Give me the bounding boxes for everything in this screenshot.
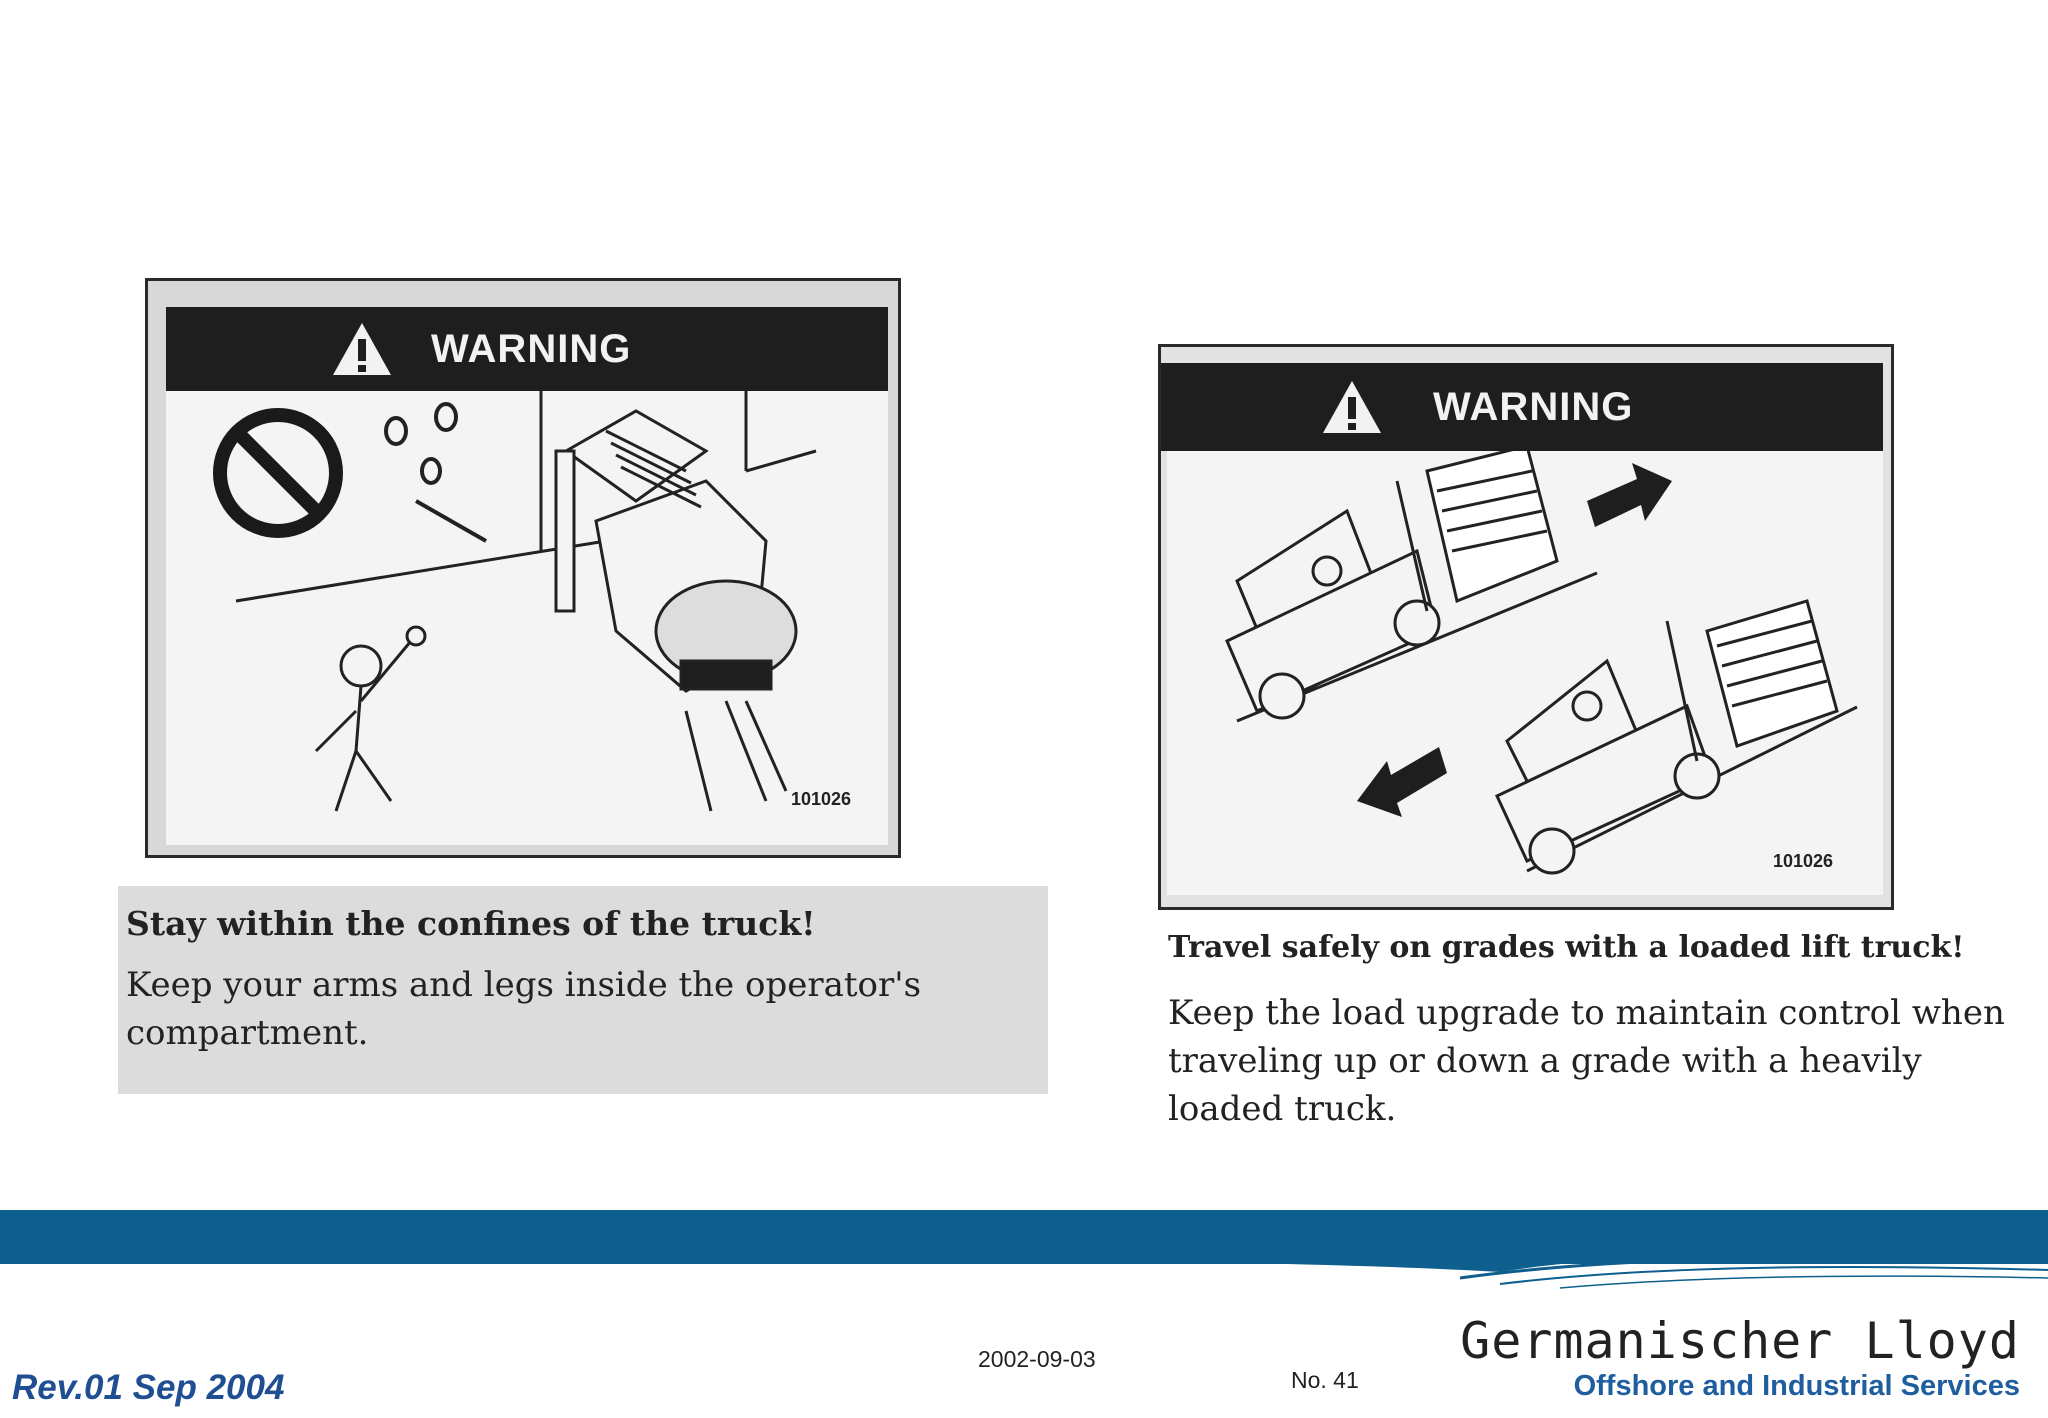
upper-forklift [1227,451,1557,718]
left-caption-title: Stay within the confines of the truck! [126,904,816,943]
lower-forklift [1497,601,1837,873]
warning-triangle-icon [331,321,393,377]
forklift-confines-illustration [166,391,894,823]
footer-wave-decoration [0,1210,2048,1290]
left-illustration [166,391,888,845]
page-number: No. 41 [1291,1367,1359,1393]
left-caption-body: Keep your arms and legs inside the operator's compartment. [126,965,922,1053]
worker-figure [316,627,425,811]
left-warning-title: WARNING [431,326,632,371]
right-caption-body: Keep the load upgrade to maintain control when traveling up or down a grade with a heavily loaded truck. [1168,993,2005,1129]
company-name: Germanischer Lloyd [1460,1312,2020,1370]
warning-triangle-icon [1321,379,1383,435]
right-warning-label [1158,344,1894,910]
forklift-grade-illustration [1167,451,1889,897]
left-warning-label [145,278,901,858]
left-warning-header [166,307,888,391]
downgrade-arrow-icon [1357,747,1447,817]
document-date: 2002-09-03 [978,1346,1096,1372]
left-caption [118,886,1048,1094]
left-label-code: 101026 [791,789,852,809]
right-caption-title: Travel safely on grades with a loaded lift truck! [1168,930,1965,965]
right-illustration [1167,451,1883,895]
right-warning-header [1161,363,1883,451]
prohibition-icon [220,415,336,531]
right-warning-title: WARNING [1433,384,1634,429]
right-caption [1168,930,2028,1133]
upgrade-arrow-icon [1587,463,1672,527]
right-label-code: 101026 [1773,851,1834,871]
company-tagline: Offshore and Industrial Services [1573,1370,2020,1402]
revision-label: Rev.01 Sep 2004 [12,1368,285,1407]
